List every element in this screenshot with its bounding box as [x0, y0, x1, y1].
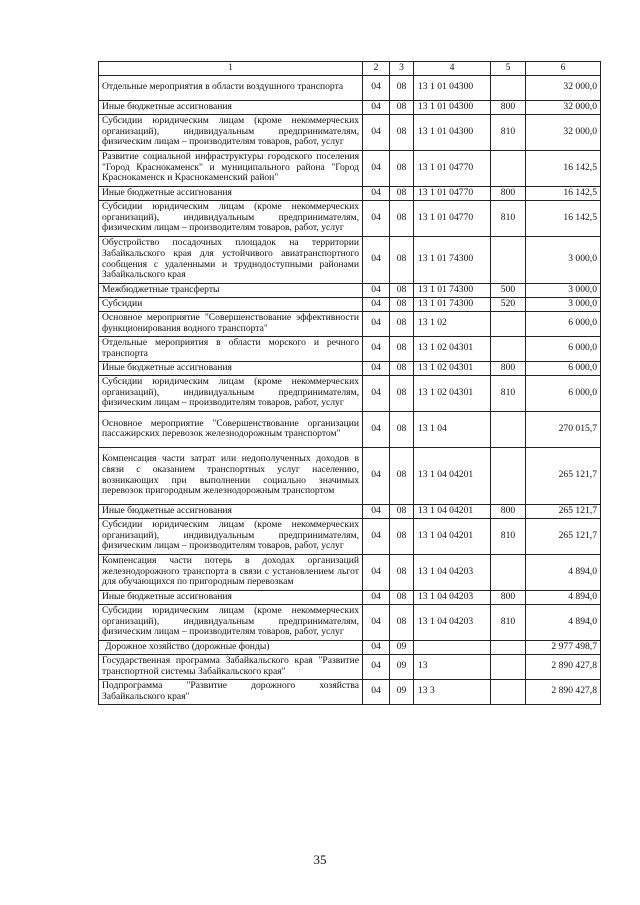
- description-cell: Основное мероприятие "Совершенствование организации пассажирских перевозок железнодорожным транспортом": [99, 411, 363, 447]
- expense-type-cell: 500: [491, 283, 526, 297]
- amount-cell: 4 894,0: [526, 554, 601, 590]
- target-article-cell: 13 1 01 74300: [414, 297, 491, 311]
- budget-table: [98, 61, 601, 705]
- amount-cell: 265 121,7: [526, 504, 601, 518]
- table-row: [99, 200, 601, 236]
- header-cell: 1: [99, 62, 363, 76]
- table-row: [99, 518, 601, 554]
- amount-cell: 6 000,0: [526, 336, 601, 361]
- table-row: [99, 336, 601, 361]
- subsection-cell: 09: [390, 640, 414, 654]
- description-cell: Иные бюджетные ассигнования: [99, 100, 363, 114]
- description-cell: Компенсация части затрат или недополученных доходов в связи с оказанием транспортных услуг населению, возникающих при выполнении социально значимых перевозок пригородным железнодорожным транспортом: [99, 447, 363, 504]
- expense-type-cell: 800: [491, 100, 526, 114]
- subsection-cell: 08: [390, 236, 414, 283]
- target-article-cell: 13 3: [414, 679, 491, 704]
- subsection-cell: 08: [390, 336, 414, 361]
- header-cell: 6: [526, 62, 601, 76]
- amount-cell: 2 890 427,8: [526, 679, 601, 704]
- subsection-cell: 08: [390, 200, 414, 236]
- description-cell: Субсидии юридическим лицам (кроме некоммерческих организаций), индивидуальным предпринимателям, физическим лицам – производителям товаров, работ, услуг: [99, 604, 363, 640]
- section-cell: 04: [363, 554, 390, 590]
- section-cell: 04: [363, 114, 390, 150]
- section-cell: 04: [363, 236, 390, 283]
- header-cell: 2: [363, 62, 390, 76]
- subsection-cell: 08: [390, 114, 414, 150]
- description-cell: Дорожное хозяйство (дорожные фонды): [99, 640, 363, 654]
- table-row: [99, 640, 601, 654]
- section-cell: 04: [363, 518, 390, 554]
- expense-type-cell: 810: [491, 114, 526, 150]
- section-cell: 04: [363, 654, 390, 679]
- target-article-cell: 13 1 04 04201: [414, 518, 491, 554]
- subsection-cell: 08: [390, 297, 414, 311]
- description-cell: Компенсация части потерь в доходах организаций железнодорожного транспорта в связи с установлением льгот для обучающихся по пригородным перевозкам: [99, 554, 363, 590]
- description-cell: Межбюджетные трансферты: [99, 283, 363, 297]
- amount-cell: 265 121,7: [526, 518, 601, 554]
- table-row: [99, 590, 601, 604]
- amount-cell: 2 890 427,8: [526, 654, 601, 679]
- table-row: [99, 114, 601, 150]
- section-cell: 04: [363, 283, 390, 297]
- description-cell: Субсидии юридическим лицам (кроме некоммерческих организаций), индивидуальным предпринимателям, физическим лицам – производителям товаров, работ, услуг: [99, 375, 363, 411]
- description-cell: Отдельные мероприятия в области морского и речного транспорта: [99, 336, 363, 361]
- expense-type-cell: 520: [491, 297, 526, 311]
- table-row: [99, 654, 601, 679]
- section-cell: 04: [363, 604, 390, 640]
- section-cell: 04: [363, 504, 390, 518]
- table-row: [99, 604, 601, 640]
- section-cell: 04: [363, 200, 390, 236]
- description-cell: Основное мероприятие "Совершенствование эффективности функционирования водного транспорта": [99, 311, 363, 336]
- table-row: [99, 186, 601, 200]
- subsection-cell: 08: [390, 590, 414, 604]
- target-article-cell: 13 1 01 04770: [414, 150, 491, 186]
- description-cell: Субсидии юридическим лицам (кроме некоммерческих организаций), индивидуальным предпринимателям, физическим лицам – производителям товаров, работ, услуг: [99, 114, 363, 150]
- expense-type-cell: [491, 75, 526, 100]
- expense-type-cell: 800: [491, 186, 526, 200]
- expense-type-cell: 810: [491, 604, 526, 640]
- amount-cell: 3 000,0: [526, 236, 601, 283]
- amount-cell: 4 894,0: [526, 604, 601, 640]
- table-row: [99, 504, 601, 518]
- target-article-cell: 13 1 01 04300: [414, 75, 491, 100]
- target-article-cell: 13: [414, 654, 491, 679]
- target-article-cell: 13 1 02 04301: [414, 361, 491, 375]
- subsection-cell: 08: [390, 375, 414, 411]
- target-article-cell: 13 1 04 04203: [414, 590, 491, 604]
- amount-cell: 32 000,0: [526, 75, 601, 100]
- target-article-cell: 13 1 01 04300: [414, 114, 491, 150]
- expense-type-cell: 800: [491, 361, 526, 375]
- section-cell: 04: [363, 75, 390, 100]
- amount-cell: 2 977 498,7: [526, 640, 601, 654]
- amount-cell: 16 142,5: [526, 200, 601, 236]
- expense-type-cell: [491, 150, 526, 186]
- expense-type-cell: 810: [491, 518, 526, 554]
- target-article-cell: 13 1 04: [414, 411, 491, 447]
- subsection-cell: 08: [390, 186, 414, 200]
- subsection-cell: 08: [390, 283, 414, 297]
- expense-type-cell: [491, 447, 526, 504]
- table-row: [99, 297, 601, 311]
- table-row: [99, 411, 601, 447]
- expense-type-cell: [491, 336, 526, 361]
- amount-cell: 16 142,5: [526, 186, 601, 200]
- expense-type-cell: 810: [491, 200, 526, 236]
- description-cell: Иные бюджетные ассигнования: [99, 186, 363, 200]
- section-cell: 04: [363, 411, 390, 447]
- expense-type-cell: [491, 554, 526, 590]
- table-row: [99, 100, 601, 114]
- amount-cell: 3 000,0: [526, 297, 601, 311]
- description-cell: Иные бюджетные ассигнования: [99, 361, 363, 375]
- section-cell: 04: [363, 100, 390, 114]
- target-article-cell: 13 1 04 04203: [414, 604, 491, 640]
- description-cell: Развитие социальной инфраструктуры городского поселения "Город Краснокаменск" и муниципального района "Город Краснокаменск и Краснокаменский район": [99, 150, 363, 186]
- table-row: [99, 447, 601, 504]
- subsection-cell: 08: [390, 504, 414, 518]
- table-row: [99, 236, 601, 283]
- table-row: [99, 361, 601, 375]
- target-article-cell: 13 1 01 74300: [414, 283, 491, 297]
- target-article-cell: 13 1 02: [414, 311, 491, 336]
- amount-cell: 6 000,0: [526, 311, 601, 336]
- table-row: [99, 150, 601, 186]
- target-article-cell: 13 1 04 04203: [414, 554, 491, 590]
- amount-cell: 3 000,0: [526, 283, 601, 297]
- description-cell: Отдельные мероприятия в области воздушного транспорта: [99, 75, 363, 100]
- description-cell: Субсидии юридическим лицам (кроме некоммерческих организаций), индивидуальным предпринимателям, физическим лицам – производителям товаров, работ, услуг: [99, 200, 363, 236]
- amount-cell: 32 000,0: [526, 100, 601, 114]
- target-article-cell: 13 1 01 04300: [414, 100, 491, 114]
- target-article-cell: 13 1 02 04301: [414, 375, 491, 411]
- expense-type-cell: [491, 411, 526, 447]
- header-cell: 5: [491, 62, 526, 76]
- subsection-cell: 08: [390, 518, 414, 554]
- expense-type-cell: 800: [491, 504, 526, 518]
- table-row: [99, 679, 601, 704]
- section-cell: 04: [363, 186, 390, 200]
- amount-cell: 32 000,0: [526, 114, 601, 150]
- subsection-cell: 08: [390, 554, 414, 590]
- header-cell: 4: [414, 62, 491, 76]
- table-row: [99, 375, 601, 411]
- description-cell: Подпрограмма "Развитие дорожного хозяйства Забайкальского края": [99, 679, 363, 704]
- target-article-cell: 13 1 01 04770: [414, 186, 491, 200]
- expense-type-cell: [491, 640, 526, 654]
- section-cell: 04: [363, 375, 390, 411]
- target-article-cell: 13 1 04 04201: [414, 447, 491, 504]
- subsection-cell: 09: [390, 654, 414, 679]
- section-cell: 04: [363, 590, 390, 604]
- subsection-cell: 08: [390, 411, 414, 447]
- description-cell: Иные бюджетные ассигнования: [99, 504, 363, 518]
- table-row: [99, 75, 601, 100]
- expense-type-cell: [491, 679, 526, 704]
- subsection-cell: 08: [390, 150, 414, 186]
- expense-type-cell: [491, 654, 526, 679]
- amount-cell: 6 000,0: [526, 375, 601, 411]
- expense-type-cell: [491, 236, 526, 283]
- subsection-cell: 08: [390, 447, 414, 504]
- description-cell: Субсидии юридическим лицам (кроме некоммерческих организаций), индивидуальным предпринимателям, физическим лицам – производителям товаров, работ, услуг: [99, 518, 363, 554]
- table-row: [99, 311, 601, 336]
- target-article-cell: 13 1 01 04770: [414, 200, 491, 236]
- section-cell: 04: [363, 679, 390, 704]
- section-cell: 04: [363, 640, 390, 654]
- expense-type-cell: [491, 311, 526, 336]
- description-cell: Иные бюджетные ассигнования: [99, 590, 363, 604]
- section-cell: 04: [363, 150, 390, 186]
- expense-type-cell: 810: [491, 375, 526, 411]
- section-cell: 04: [363, 311, 390, 336]
- page-number: 35: [313, 852, 327, 867]
- table-row: [99, 283, 601, 297]
- expense-type-cell: 800: [491, 590, 526, 604]
- subsection-cell: 08: [390, 100, 414, 114]
- amount-cell: 265 121,7: [526, 447, 601, 504]
- subsection-cell: 09: [390, 679, 414, 704]
- table-header-row: [99, 62, 601, 76]
- target-article-cell: 13 1 04 04201: [414, 504, 491, 518]
- target-article-cell: 13 1 01 74300: [414, 236, 491, 283]
- description-cell: Обустройство посадочных площадок на территории Забайкальского края для устойчивого авиатранспортного сообщения с удаленными и труднодоступными районами Забайкальского края: [99, 236, 363, 283]
- section-cell: 04: [363, 297, 390, 311]
- subsection-cell: 08: [390, 311, 414, 336]
- table-row: [99, 554, 601, 590]
- section-cell: 04: [363, 447, 390, 504]
- subsection-cell: 08: [390, 75, 414, 100]
- description-cell: Субсидии: [99, 297, 363, 311]
- amount-cell: 4 894,0: [526, 590, 601, 604]
- target-article-cell: [414, 640, 491, 654]
- subsection-cell: 08: [390, 604, 414, 640]
- amount-cell: 270 015,7: [526, 411, 601, 447]
- header-cell: 3: [390, 62, 414, 76]
- amount-cell: 6 000,0: [526, 361, 601, 375]
- subsection-cell: 08: [390, 361, 414, 375]
- section-cell: 04: [363, 336, 390, 361]
- description-cell: Государственная программа Забайкальского края "Развитие транспортной системы Забайкальского края": [99, 654, 363, 679]
- target-article-cell: 13 1 02 04301: [414, 336, 491, 361]
- section-cell: 04: [363, 361, 390, 375]
- amount-cell: 16 142,5: [526, 150, 601, 186]
